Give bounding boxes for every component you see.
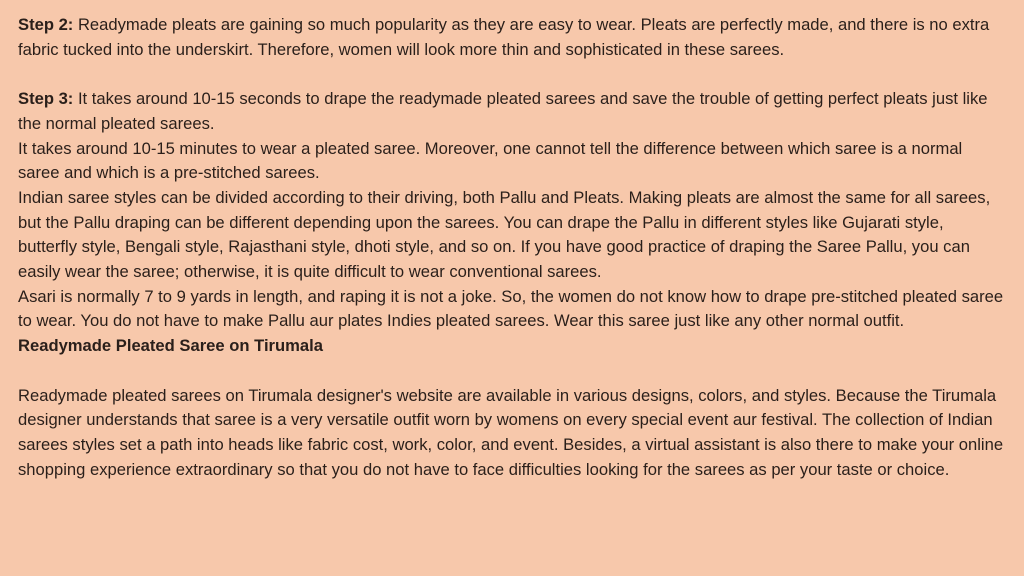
step-3-label: Step 3:	[18, 89, 74, 109]
step-2-label: Step 2:	[18, 15, 74, 34]
step-3-text: It takes around 10-15 seconds to drape the readymade pleated sarees and save the trouble of getting perfect pleats just like the normal pleated sarees.	[18, 89, 988, 133]
section-heading-text: Readymade Pleated Saree on Tirumala	[18, 336, 323, 356]
saree-styles-paragraph: Indian saree styles can be divided according to their driving, both Pallu and Pleats. Making pleats are almost the same for all sarees, but the Pallu draping can be different depending upon the sarees. You can drape the Pallu in different styles like Gujarati style, butterfly style, Bengali style, Rajasthani style, dhoti style, and so on. If you have good practice of draping the Saree Pallu, you can easily wear the saree; otherwise, it is quite difficult to wear conventional sarees.	[18, 187, 991, 282]
step-2-paragraph	[18, 13, 1006, 62]
paragraph-spacer	[18, 62, 1006, 87]
section-heading	[18, 334, 1006, 359]
minutes-paragraph: It takes around 10-15 minutes to wear a pleated saree. Moreover, one cannot tell the difference between which saree is a normal saree and which is a pre-stitched sarees.	[18, 138, 963, 183]
saree-length-paragraph: Asari is normally 7 to 9 yards in length, and raping it is not a joke. So, the women do not know how to drape pre-stitched pleated saree to wear. You do not have to make Pallu aur plates Indies pleated sarees. Wear this saree just like any other normal outfit.	[18, 286, 1004, 331]
step-3-paragraph	[18, 87, 1006, 136]
paragraph-spacer	[18, 359, 1006, 384]
website-paragraph: Readymade pleated sarees on Tirumala designer's website are available in various designs, colors, and styles. Because the Tirumala designer understands that saree is a very versatile outfit worn by womens on every special event aur festival. The collection of Indian sarees styles set a path into heads like fabric cost, work, color, and event. Besides, a virtual assistant is also there to make your online shopping experience extraordinary so that you do not have to face difficulties looking for the sarees as per your taste or choice.	[18, 385, 1004, 479]
step-2-text: Readymade pleats are gaining so much popularity as they are easy to wear. Pleats are perfectly made, and there is no extra fabric tucked into the underskirt. Therefore, women will look more thin and sophisticated in these sarees.	[18, 15, 990, 59]
